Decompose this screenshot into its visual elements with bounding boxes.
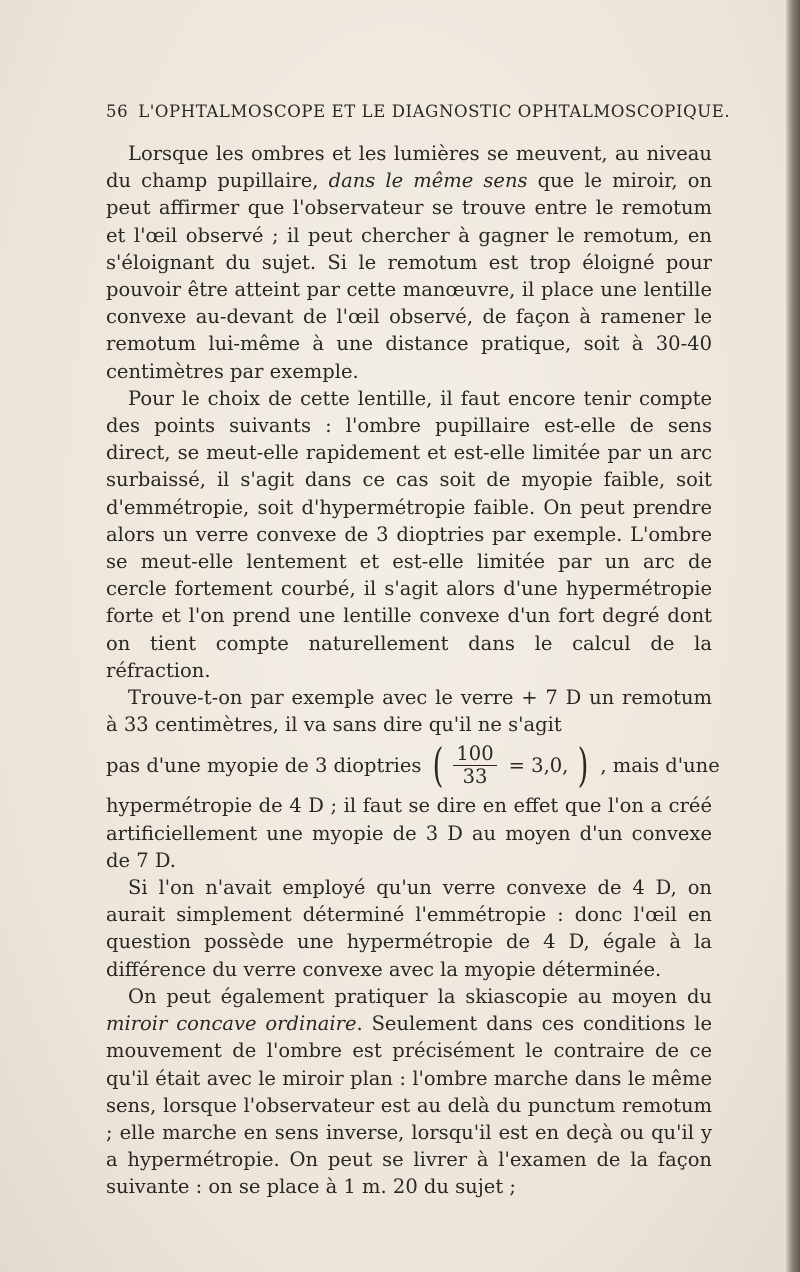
formula-result: = 3,0,	[508, 753, 569, 777]
fraction	[453, 743, 496, 788]
paragraph-1-emphasis: dans le même sens	[328, 169, 528, 193]
paragraph-3-intro: Trouve-t-on par exemple avec le verre + 7 D un remotum à 33 centimètres, il va sans dire qu'il ne s'agit	[106, 686, 712, 737]
formula-line	[106, 738, 720, 793]
paragraph-5-text-a: On peut également pratiquer la skiascopie au moyen du	[128, 984, 712, 1008]
fraction-denominator: 33	[462, 764, 488, 788]
body-text	[106, 140, 720, 1201]
paragraph-4: Si l'on n'avait employé qu'un verre convexe de 4 D, on aurait simplement déterminé l'emmétropie : donc l'œil en question possède une hypermétropie de 4 D, égale à la différence du verre convexe avec la myopie déterminée.	[106, 876, 712, 981]
paragraph-3-continued: hypermétropie de 4 D ; il faut se dire en effet que l'on a créé artificiellement une myopie de 3 D au moyen d'un convexe de 7 D.	[106, 794, 712, 872]
formula-lead-text: pas d'une myopie de 3 dioptries	[106, 753, 422, 777]
paragraph-5-text-b: . Seulement dans ces conditions le mouvement de l'ombre est précisément le contraire de ce qu'il était avec le miroir plan : l'ombre marche dans le même sens, lorsque l'observateur est au delà du punctum remotum ; elle marche en sens inverse, lorsqu'il est en deçà ou qu'il y a hypermétropie. On peut se livrer à l'examen de la façon suivante : on se place à 1 m. 20 du sujet ;	[106, 1012, 712, 1199]
running-title: L'OPHTALMOSCOPE ET LE DIAGNOSTIC OPHTALMOSCOPIQUE.	[138, 102, 731, 121]
formula	[429, 738, 592, 793]
page-number: 56	[106, 102, 129, 121]
paragraph-1	[106, 140, 712, 385]
running-header	[106, 102, 731, 121]
fraction-numerator: 100	[453, 743, 496, 766]
paragraph-2: Pour le choix de cette lentille, il faut encore tenir compte des points suivants : l'ombre pupillaire est-elle de sens direct, se meut-elle rapidement et est-elle limitée par un arc surbaissé, il s'agit dans ce cas soit de myopie faible, soit d'emmétropie, soit d'hypermétropie faible. On peut prendre alors un verre convexe de 3 dioptries par exemple. L'ombre se meut-elle lentement et est-elle limitée par un arc de cercle fortement courbé, il s'agit alors d'une hypermétropie forte et l'on prend une lentille convexe d'un fort degré dont on tient compte naturellement dans le calcul de la réfraction.	[106, 386, 712, 682]
paragraph-1-text-a: Lorsque les ombres et les lumières se meuvent, au niveau du champ pupillaire,	[106, 142, 712, 193]
left-paren: (	[433, 738, 444, 793]
page-binding-edge	[786, 0, 800, 1272]
paragraph-1-text-b: que le miroir, on peut affirmer que l'observateur se trouve entre le remotum et l'œil observé ; il peut chercher à gagner le remotum, en s'éloignant du sujet. Si le remotum est trop éloigné pour pouvoir être atteint par cette manœuvre, il place une lentille convexe au-devant de l'œil observé, de façon à ramener le remotum lui-même à une distance pratique, soit à 30-40 centimètres par exemple.	[106, 169, 712, 383]
formula-trail-text: , mais d'une	[600, 753, 720, 777]
paragraph-5	[106, 983, 712, 1201]
right-paren: )	[577, 738, 589, 793]
paragraph-5-emphasis: miroir concave ordinaire	[106, 1012, 357, 1036]
